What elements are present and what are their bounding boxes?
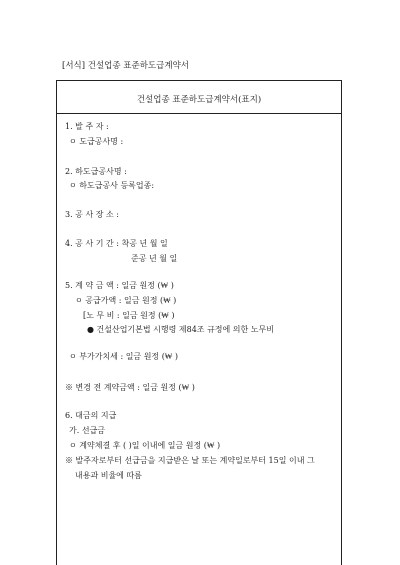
title-divider	[57, 113, 341, 114]
period-start-line: 4. 공 사 기 간 : 착공 년 월 일	[65, 239, 168, 248]
form-header: [서식] 건설업종 표준하도급계약서	[62, 61, 189, 71]
document-title: 건설업종 표준하도급계약서(표지)	[136, 95, 262, 105]
labor-cost-line: [노 무 비 : 일금 원정 (₩ )	[83, 311, 175, 320]
subcontract-registered-type-line: ㅇ 하도급공사 등록업종:	[69, 181, 155, 190]
payment-section-heading: 6. 대금의 지급	[65, 411, 117, 420]
orderer-line: 1. 발 주 자 :	[65, 122, 109, 131]
supply-value-line: ㅇ 공급가액 : 일금 원정 (₩ )	[75, 296, 177, 305]
period-end-line: 준공 년 월 일	[131, 254, 178, 263]
labor-cost-note: ● 건설산업기본법 시행령 제84조 규정에 의한 노무비	[87, 325, 274, 334]
prior-contract-amount-line: ※ 변경 전 계약금액 : 일금 원정 (₩ )	[65, 383, 195, 392]
contract-cover-frame	[56, 80, 342, 565]
contract-amount-line: 5. 계 약 금 액 : 일금 원정 (₩ )	[65, 281, 174, 290]
subcontract-name-line: 2. 하도급공사명 :	[65, 167, 127, 176]
main-contract-name-line: ㅇ 도급공사명 :	[69, 137, 124, 146]
site-location-line: 3. 공 사 장 소 :	[65, 210, 119, 219]
advance-payment-note: ※ 발주자로부터 선급금을 지급받은 날 또는 계약일로부터 15일 이내 그	[65, 456, 315, 465]
advance-payment-line: ㅇ 계약체결 후 ( )일 이내에 일금 원정 (₩ )	[69, 441, 221, 450]
advance-payment-heading: 가. 선급금	[69, 426, 105, 435]
advance-payment-note-cont: 내용과 비율에 따름	[75, 471, 142, 480]
vat-line: ㅇ 부가가치세 : 일금 원정 (₩ )	[69, 352, 179, 361]
